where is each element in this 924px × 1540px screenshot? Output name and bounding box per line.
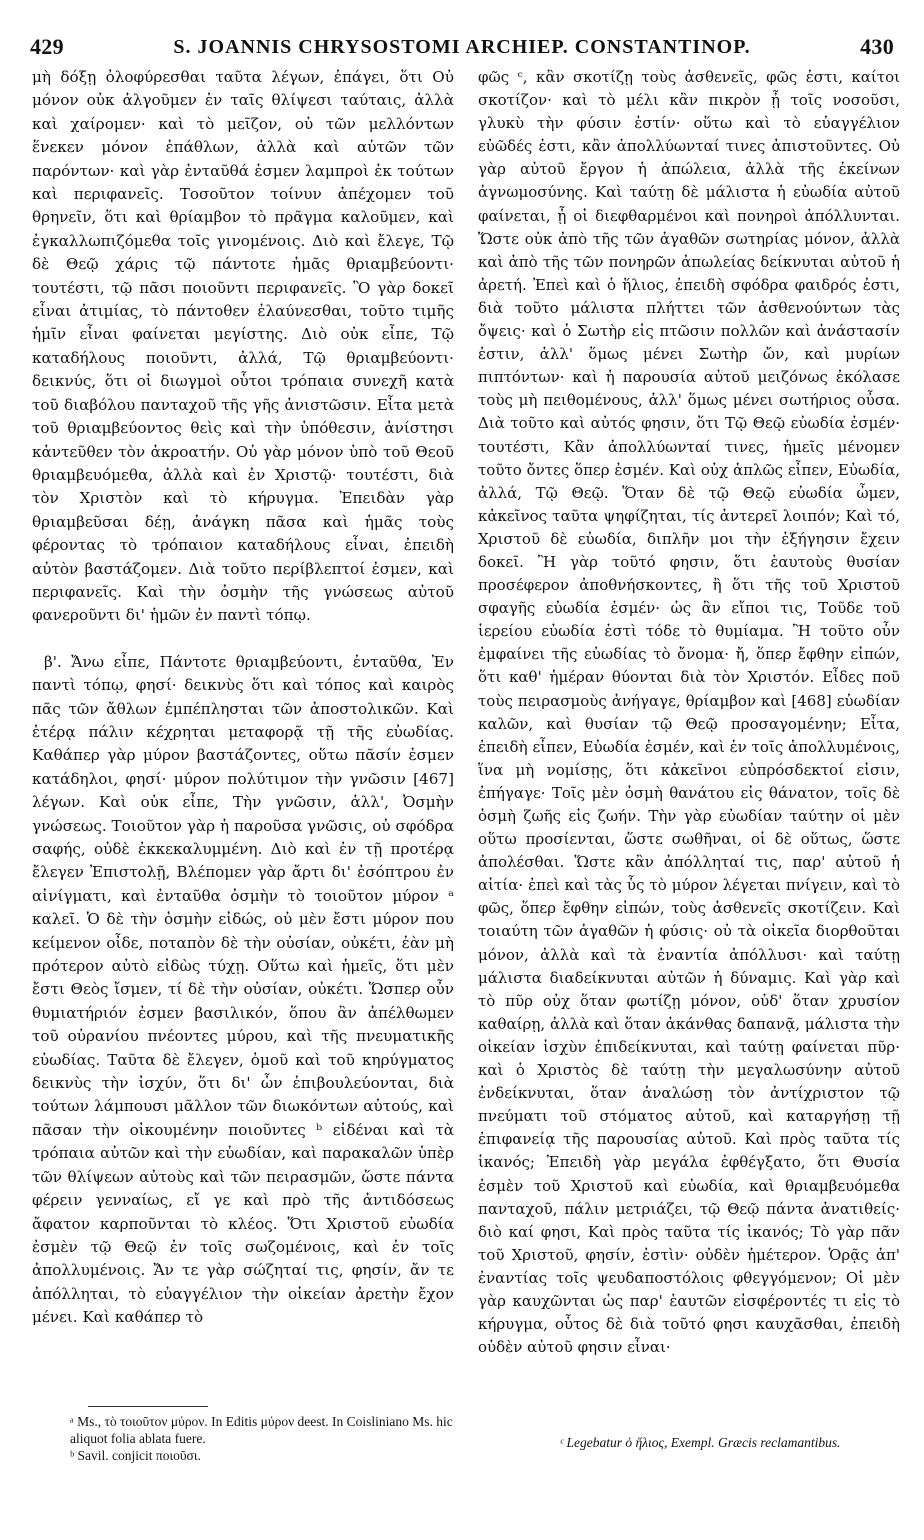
right-column	[478, 66, 900, 1359]
right-paragraph-1: φῶς ᶜ, κἂν σκοτίζῃ τοὺς ἀσθενεῖς, φῶς ἐστι, καίτοι σκοτίζον· καὶ τὸ μέλι κἂν πικρὸν ᾖ τοῖς νοσοῦσι, γλυκὺ τὴν φύσιν ἐστίν· οὕτω καὶ τὸ εὐαγγέλιον εὐῶδές ἐστι, κἂν ἀπολλύωνταί τινες ἀπιστοῦντες. Οὐ γὰρ αὐτοῦ ἔργον ἡ ἀπώλεια, ἀλλὰ τῆς ἐκείνων ἀγνωμοσύνης. Καὶ ταύτῃ δὲ μάλιστα ἡ εὐωδία αὐτοῦ φαίνεται, ᾗ οἱ διεφθαρμένοι καὶ πονηροὶ ἀπόλλυνται. Ὥστε οὐκ ἀπὸ τῆς τῶν ἀγαθῶν σωτηρίας μόνον, ἀλλὰ καὶ ἀπὸ τῆς τῶν πονηρῶν ἀπωλείας δείκνυται αὐτοῦ ἡ ἀρετή. Ἐπεὶ καὶ ὁ ἥλιος, ἐπειδὴ σφόδρα φαιδρός ἐστι, διὰ τοῦτο μάλιστα πλήττει τῶν ἀσθενούντων τὰς ὄψεις· καὶ ὁ Σωτὴρ εἰς πτῶσιν πολλῶν καὶ ἀνάστασίν ἐστιν, ἀλλ' ὅμως μένει Σωτὴρ ὤν, καὶ μυρίων πιπτόντων· καὶ ἡ παρουσία αὐτοῦ μειζόνως ἐκόλασε τοὺς μὴ πειθομένους, ἀλλ' ὅμως μένει σωτήριος οὖσα. Διὰ τοῦτο καὶ αὐτός φησιν, ὅτι Τῷ Θεῷ εὐωδία ἐσμέν· τουτέστι, Κἂν ἀπολλύωνταί τινες, ἡμεῖς μένομεν τοῦτο ὄντες ὅπερ ἐσμέν. Καὶ οὐχ ἁπλῶς εἶπεν, Εὐωδία, ἀλλά, Τῷ Θεῷ. Ὅταν δὲ τῷ Θεῷ εὐωδία ὦμεν, κἀκεῖνος ταῦτα ψηφίζηται, τίς ἀντερεῖ λοιπόν; Καὶ τό, Χριστοῦ δὲ εὐωδία, διπλῆν μοι τὴν ἐξήγησιν ἔχειν δοκεῖ. Ἢ γὰρ τοῦτό φησιν, ὅτι ἑαυτοὺς θυσίαν προσέφερον ἀποθνήσκοντες, ἢ ὅτι τῆς τοῦ Χριστοῦ σφαγῆς εὐωδία ἐσμέν· ὡς ἂν εἴποι τις, Τοῦδε τοῦ ἱερείου εὐωδία ἐστὶ τόδε τὸ θυμίαμα. Ἢ τοῦτο οὖν ἐμφαίνει τῆς εὐωδίας τὸ ὄνομα· ἤ, ὅπερ ἔφθην εἰπών, ὅτι καθ' ἡμέραν θύονται διὰ τὸν Χριστόν. Εἶδες ποῦ τοὺς πειρασμοὺς ἀνήγαγε, θρίαμβον καὶ [468] εὐωδίαν καλῶν, καὶ θυσίαν τῷ Θεῷ προσαγομένην; Εἶτα, ἐπειδὴ εἶπεν, Εὐωδία ἐσμέν, καὶ ἐν τοῖς ἀπολλυμένοις, ἵνα μὴ νομίσῃς, ὅτι κἀκεῖνοι εὐπρόσδεκτοί εἰσιν, ἐπήγαγε· Τοῖς μὲν ὀσμὴ θανάτου εἰς θάνατον, τοῖς δὲ ὀσμὴ ζωῆς εἰς ζωήν. Τὴν γὰρ εὐωδίαν ταύτην οἱ μὲν οὕτω προσίενται, ὥστε σωθῆναι, οἱ δὲ οὕτως, ὥστε ἀπολέσθαι. Ὥστε κἂν ἀπόλληταί τις, παρ' αὐτοῦ ἡ αἰτία· ἐπεὶ καὶ τὰς ὗς τὸ μύρον λέγεται πνίγειν, καὶ τὸ φῶς, ὅπερ ἔφθην εἰπών, τοὺς ἀσθενεῖς σκοτίζειν. Καὶ τοιαύτη τῶν ἀγαθῶν ἡ φύσις· οὐ τὰ οἰκεῖα διορθοῦται μόνον, ἀλλὰ καὶ τὰ ἐναντία ἀπόλλυσι· καὶ ταύτῃ μάλιστα διαδείκνυται αὐτῶν ἡ δύναμις. Καὶ γὰρ καὶ τὸ πῦρ οὐχ ὅταν φωτίζῃ μόνον, οὐδ' ὅταν χρυσίον καθαίρῃ, ἀλλὰ καὶ ὅταν ἀκάνθας δαπανᾷ, μάλιστα τὴν οἰκείαν ἰσχὺν ἐπιδείκνυται, καὶ ταύτῃ φαίνεται πῦρ· καὶ ὁ Χριστὸς δὲ ταύτῃ τὴν μεγαλωσύνην αὐτοῦ ἐνδείκνυται, ὅταν ἀναλώσῃ τὸν ἀντίχριστον τῷ πνεύματι τοῦ στόματος αὐτοῦ, καὶ καταργήσῃ τῇ ἐπιφανείᾳ τῆς παρουσίας αὐτοῦ. Καὶ πρὸς ταῦτα τίς ἱκανός; Ἐπειδὴ γὰρ μεγάλα ἐφθέγξατο, ὅτι Θυσία ἐσμὲν τοῦ Χριστοῦ καὶ εὐωδία, καὶ θριαμβευόμεθα πανταχοῦ, πάλιν μετριάζει, τῷ Θεῷ πάντα ἀνατιθείς· διὸ καί φησι, Καὶ πρὸς ταῦτα τίς ἱκανός; Τὸ γὰρ πᾶν τοῦ Χριστοῦ, φησίν, ἐστὶν· οὐδὲν ἡμέτερον. Ὁρᾷς ἀπ' ἐναντίας τοῖς ψευδαποστόλοις φθεγγόμενον; Οἱ μὲν γὰρ καυχῶνται ὡς παρ' ἑαυτῶν εἰσφέροντές τι εἰς τὸ κήρυγμα, οὗτος δὲ διὰ τοῦτό φησι καυχᾶσθαι, ἐπειδὴ οὐδὲν αὐτοῦ φησιν εἶναι·	[478, 68, 900, 1357]
page-header	[30, 30, 894, 64]
footnotes-right	[500, 1434, 900, 1451]
page-number-left: 429	[30, 34, 64, 59]
left-column	[32, 66, 454, 1330]
footnote-c: ᶜ Legebatur ὁ ἥλιος, Exempl. Græcis reclamantibus.	[559, 1435, 841, 1450]
footnote-b: ᵇ Savil. conjicit ποιοῦσι.	[70, 1448, 201, 1463]
running-title: S. JOANNIS CHRYSOSTOMI ARCHIEP. CONSTANTINOP.	[173, 36, 751, 58]
page-number-right: 430	[860, 34, 894, 59]
left-paragraph-1: μὴ δόξῃ ὀλοφύρεσθαι ταῦτα λέγων, ἐπάγει, ὅτι Οὐ μόνον οὐκ ἀλγοῦμεν ἐν ταῖς θλίψεσι ταύταις, ἀλλὰ καὶ χαίρομεν· καὶ τὸ μεῖζον, οὐ τῶν μελλόντων ἕνεκεν μόνον ἐπάθλων, ἀλλὰ καὶ αὐτῶν τῶν παρόντων· καὶ γὰρ ἐνταῦθά ἐσμεν λαμπροὶ ἐκ τούτων καὶ περιφανεῖς. Τοσοῦτον τοίνυν ἀπέχομεν τοῦ θρηνεῖν, ὅτι καὶ θρίαμβον τὸ πρᾶγμα καλοῦμεν, καὶ ἐγκαλλωπιζόμεθα τοῖς γινομένοις. Διὸ καὶ ἔλεγε, Τῷ δὲ Θεῷ χάρις τῷ πάντοτε ἡμᾶς θριαμβεύοντι· τουτέστι, τῷ πᾶσι ποιοῦντι περιφανεῖς. Ὃ γὰρ δοκεῖ εἶναι ἀτιμίας, τὸ πάντοθεν ἐλαύνεσθαι, τοῦτο τιμῆς ἡμῖν εἶναι φαίνεται μεγίστης. Διὸ οὐκ εἶπε, Τῷ καταδήλους ποιοῦντι, ἀλλά, Τῷ θριαμβεύοντι· δεικνύς, ὅτι οἱ διωγμοὶ οὗτοι τρόπαια συνεχῆ κατὰ τοῦ διαβόλου πανταχοῦ τῆς γῆς ἀνιστῶσιν. Εἶτα μετὰ τοῦ θριαμβεύοντος θεὶς καὶ τὴν ὑπόθεσιν, ἀνίστησι κἀντεῦθεν τὸν ἀκροατήν. Οὐ γὰρ μόνον ὑπὸ τοῦ Θεοῦ θριαμβευόμεθα, ἀλλὰ καὶ ἐν Χριστῷ· τουτέστι, διὰ τὸν Χριστὸν καὶ τὸ κήρυγμα. Ἐπειδὰν γὰρ θριαμβεῦσαι δέῃ, ἀνάγκη πᾶσα καὶ ἡμᾶς τοὺς φέροντας τὸ τρόπαιον καταδήλους εἶναι, ἐπειδὴ αὐτὸν βαστάζομεν. Διὰ τοῦτο περίβλεπτοί ἐσμεν, καὶ περιφανεῖς. Καὶ τὴν ὀσμὴν τῆς γνώσεως αὐτοῦ φανεροῦντι δι' ἡμῶν ἐν παντὶ τόπῳ.	[32, 68, 454, 625]
left-paragraph-2: β'. Ἄνω εἶπε, Πάντοτε θριαμβεύοντι, ἐνταῦθα, Ἐν παντὶ τόπῳ, φησί· δεικνὺς ὅτι καὶ τόπος καὶ καιρὸς πᾶς τῶν ἄθλων ἐμπέπλησται τῶν ἀποστολικῶν. Καὶ ἑτέρᾳ πάλιν κέχρηται μεταφορᾷ τῇ τῆς εὐωδίας. Καθάπερ γὰρ μύρον βαστάζοντες, οὕτω πᾶσίν ἐσμεν κατάδηλοι, φησί· μύρον πολύτιμον τὴν γνῶσιν [467] λέγων. Καὶ οὐκ εἶπε, Τὴν γνῶσιν, ἀλλ', Ὀσμὴν γνώσεως. Τοιοῦτον γὰρ ἡ παροῦσα γνῶσις, οὐ σφόδρα σαφής, οὐδὲ ἐκκεκαλυμμένη. Διὸ καὶ ἐν τῇ προτέρᾳ ἔλεγεν Ἐπιστολῇ, Βλέπομεν γὰρ ἄρτι δι' ἐσόπτρου ἐν αἰνίγματι, καὶ ἐνταῦθα ὀσμὴν τὸ τοιοῦτον μύρον ᵃ καλεῖ. Ὁ δὲ τὴν ὀσμὴν εἰδώς, οὐ μὲν ἔστι μύρον που κείμενον οἶδε, ποταπὸν δὲ τὴν οὐσίαν, οὐκέτι, ἐὰν μὴ πρότερον αὐτὸ εἰδὼς τύχῃ. Οὕτω καὶ ἡμεῖς, ὅτι μὲν ἔστι Θεὸς ἴσμεν, τί δὲ τὴν οὐσίαν, οὐκέτι. Ὥσπερ οὖν θυμιατήριόν ἐσμεν βασιλικόν, ὅπου ἂν ἀπέλθωμεν τοῦ οὐρανίου πνέοντες μύρου, καὶ τῆς πνευματικῆς εὐωδίας. Ταῦτα δὲ ἔλεγεν, ὁμοῦ καὶ τοῦ κηρύγματος δεικνὺς τὴν ἰσχύν, ὅτι δι' ὧν ἐπιβουλεύονται, διὰ τούτων λάμπουσι μᾶλλον τῶν διωκόντων αὐτούς, καὶ πᾶσαν τὴν οἰκουμένην ποιοῦντες ᵇ εἰδέναι καὶ τὰ τρόπαια αὐτῶν καὶ τὴν εὐωδίαν, καὶ παρακαλῶν ὑπὲρ τῶν θλίψεων αὐτοὺς καὶ τῶν πειρασμῶν, ὥστε πάντα φέρειν γενναίως, εἴ γε καὶ πρὸ τῆς ἀντιδόσεως ἄφατον καρποῦνται τὸ κλέος. Ὅτι Χριστοῦ εὐωδία ἐσμὲν τῷ Θεῷ ἐν τοῖς σωζομένοις, καὶ ἐν τοῖς ἀπολλυμένοις. Ἄν τε γὰρ σώζηταί τις, φησίν, ἄν τε ἀπόλληται, τὸ εὐαγγέλιον τὴν οἰκείαν ἀρετὴν ἔχον μένει. Καὶ καθάπερ τὸ	[32, 652, 454, 1327]
footnote-rule	[88, 1406, 208, 1407]
footnote-a: ᵃ Ms., τὸ τοιοῦτον μύρον. In Editis μύρον deest. In Coisliniano Ms. hic aliquot folia ablata fuere.	[70, 1414, 453, 1446]
footnotes-left	[70, 1413, 460, 1464]
